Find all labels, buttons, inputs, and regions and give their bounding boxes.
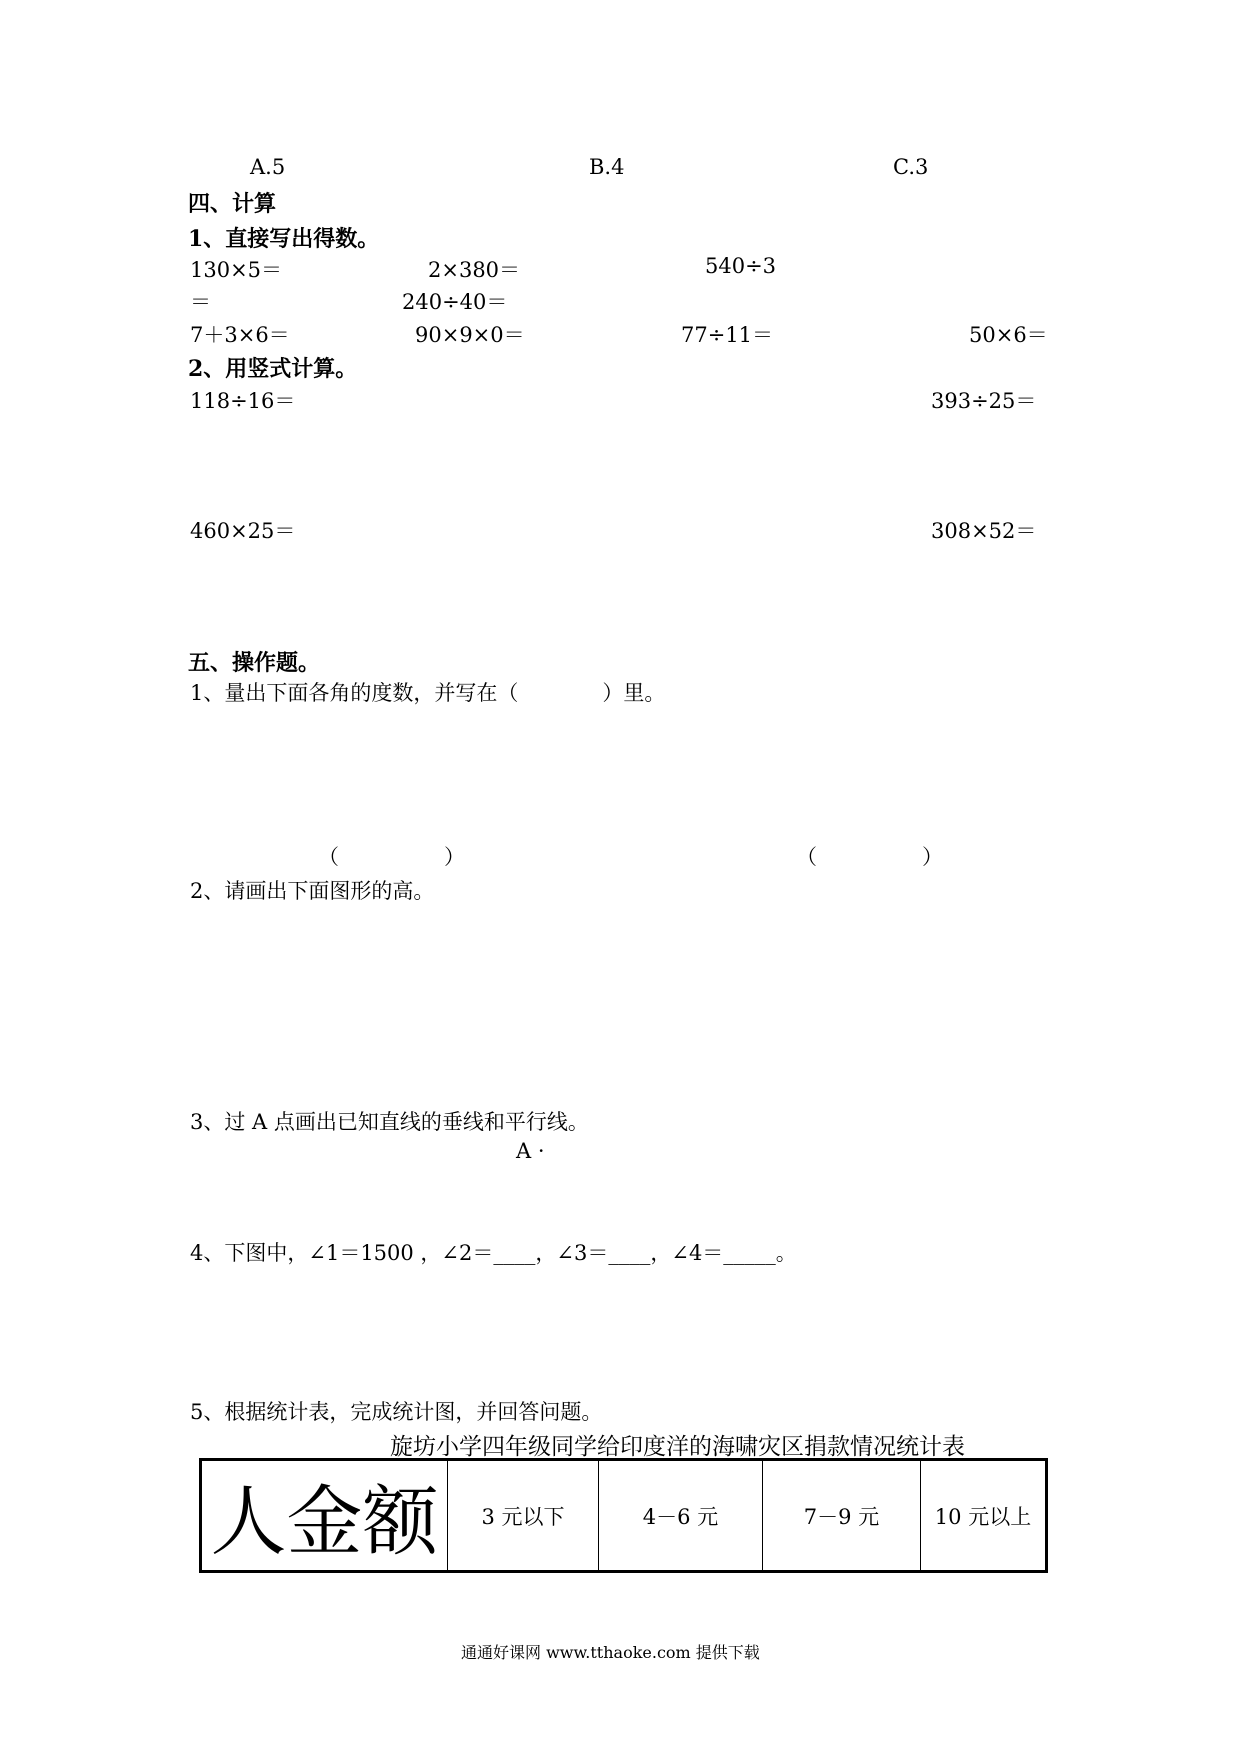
table-header-cell: 10 元以上	[921, 1460, 1047, 1572]
answer-blank: （ ）	[318, 845, 465, 869]
table-header-cell: 4－6 元	[599, 1460, 763, 1572]
vertical-calc-item: 118÷16＝	[190, 389, 296, 413]
calc-item: 77÷11＝	[681, 323, 774, 347]
op-q5: 5、根据统计表，完成统计图，并回答问题。	[190, 1400, 603, 1424]
op-q1: 1、量出下面各角的度数，并写在（ ）里。	[190, 681, 666, 705]
calc-item: 240÷40＝	[402, 290, 508, 314]
footer: 通通好课网 www.tthaoke.com 提供下载	[461, 1643, 760, 1662]
vertical-calc-item: 308×52＝	[931, 519, 1037, 543]
option-b: B.4	[589, 155, 625, 179]
section4-title: 四、计算	[188, 191, 277, 217]
table-header-cell: 7－9 元	[763, 1460, 921, 1572]
calc-item: 540÷3	[705, 254, 777, 278]
vertical-calc-item: 460×25＝	[190, 519, 296, 543]
op-q3: 3、过 A 点画出已知直线的垂线和平行线。	[190, 1110, 589, 1134]
option-a: A.5	[250, 155, 286, 179]
calc-item: 130×5＝	[190, 258, 283, 282]
calc-item: 50×6＝	[969, 323, 1048, 347]
q1-title: 1、直接写出得数。	[188, 226, 380, 252]
op-q4: 4、下图中，∠1＝1500 ，∠2＝____，∠3＝____，∠4＝_____。	[190, 1241, 797, 1265]
table-row	[201, 1460, 1047, 1572]
donation-table	[199, 1458, 1048, 1573]
calc-item: 2×380＝	[428, 258, 521, 282]
op-q2: 2、请画出下面图形的高。	[190, 879, 435, 903]
point-a-label: A ·	[516, 1139, 545, 1163]
calc-item: ＝	[190, 290, 211, 314]
q2-title: 2、用竖式计算。	[188, 356, 358, 382]
calc-item: 90×9×0＝	[415, 323, 525, 347]
section5-title: 五、操作题。	[188, 650, 321, 676]
vertical-calc-item: 393÷25＝	[931, 389, 1037, 413]
table-header-corner: 人金额	[201, 1460, 448, 1572]
option-c: C.3	[893, 155, 929, 179]
table-header-cell: 3 元以下	[448, 1460, 599, 1572]
calc-item: 7＋3×6＝	[190, 323, 290, 347]
answer-blank: （ ）	[796, 845, 943, 869]
table-title: 旋坊小学四年级同学给印度洋的海啸灾区捐款情况统计表	[390, 1434, 965, 1460]
